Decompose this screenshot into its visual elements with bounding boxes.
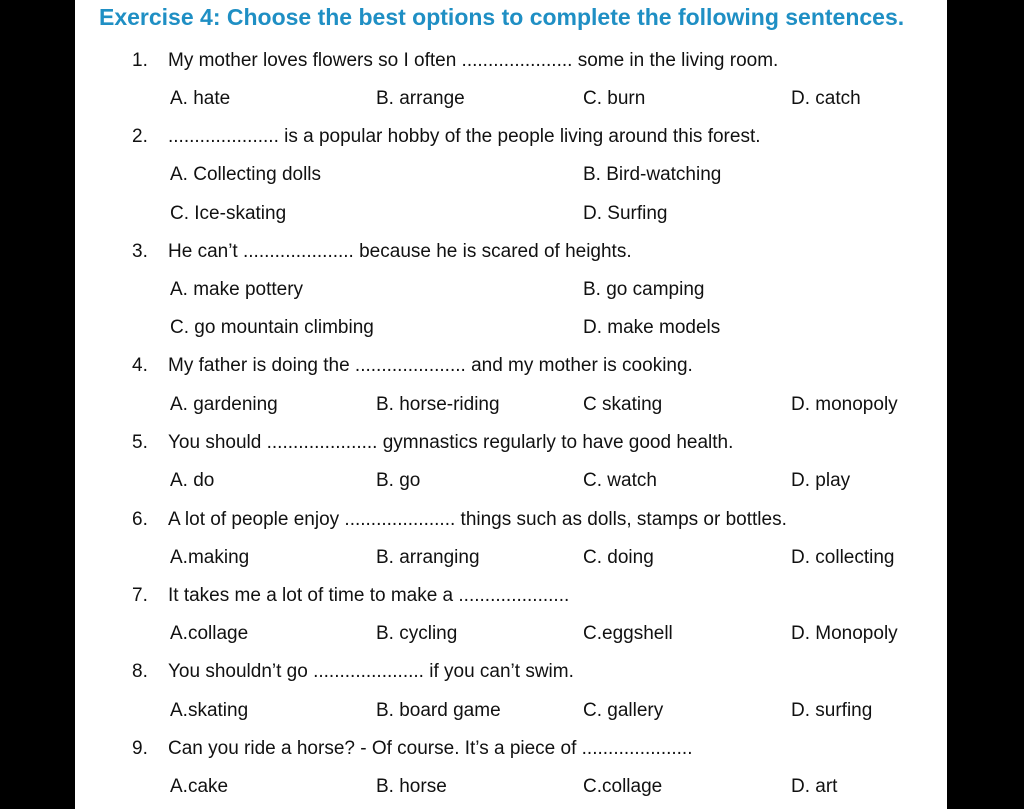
option-c[interactable]: C. burn [583, 88, 646, 109]
question-text: He can’t ..................... because he is scared of heights. [168, 241, 632, 262]
question-number: 2. [132, 126, 148, 147]
option-c[interactable]: C skating [583, 394, 663, 415]
option-a[interactable]: A.collage [170, 623, 249, 644]
option-d[interactable]: D. make models [583, 317, 721, 338]
option-c[interactable]: C. watch [583, 470, 657, 491]
option-d[interactable]: D. Monopoly [791, 623, 898, 644]
option-d[interactable]: D. catch [791, 88, 861, 109]
option-b[interactable]: B. board game [376, 700, 501, 721]
option-a[interactable]: A.cake [170, 776, 229, 797]
question-number: 7. [132, 585, 148, 606]
question-number: 4. [132, 355, 148, 376]
option-c[interactable]: C.eggshell [583, 623, 673, 644]
question-text: A lot of people enjoy ..................... things such as dolls, stamps or bottles. [168, 509, 787, 530]
option-c[interactable]: C.collage [583, 776, 663, 797]
question-text: ..................... is a popular hobby of the people living around this forest. [168, 126, 761, 147]
question-text: You should ..................... gymnastics regularly to have good health. [168, 432, 734, 453]
option-a[interactable]: A.making [170, 547, 250, 568]
option-a[interactable]: A. Collecting dolls [170, 164, 322, 185]
option-a[interactable]: A. gardening [170, 394, 278, 415]
option-a[interactable]: A. hate [170, 88, 231, 109]
option-d[interactable]: D. Surfing [583, 203, 668, 224]
option-b[interactable]: B. arrange [376, 88, 465, 109]
option-a[interactable]: A. make pottery [170, 279, 304, 300]
question-text: My father is doing the ..................... and my mother is cooking. [168, 355, 693, 376]
option-d[interactable]: D. monopoly [791, 394, 898, 415]
question-text: My mother loves flowers so I often ..................... some in the living room. [168, 50, 779, 71]
question-number: 6. [132, 509, 148, 530]
question-number: 3. [132, 241, 148, 262]
question-text: Can you ride a horse? - Of course. It’s a piece of ..................... [168, 738, 693, 759]
question-text: It takes me a lot of time to make a ..................... [168, 585, 570, 606]
option-c[interactable]: C. Ice-skating [170, 203, 287, 224]
option-c[interactable]: C. doing [583, 547, 654, 568]
option-b[interactable]: B. Bird-watching [583, 164, 722, 185]
option-a[interactable]: A. do [170, 470, 215, 491]
worksheet-page [75, 0, 947, 809]
exercise-title: Exercise 4: Choose the best options to complete the following sentences. [99, 4, 905, 30]
option-d[interactable]: D. play [791, 470, 851, 491]
option-b[interactable]: B. horse-riding [376, 394, 500, 415]
question-number: 9. [132, 738, 148, 759]
option-d[interactable]: D. surfing [791, 700, 873, 721]
option-b[interactable]: B. arranging [376, 547, 480, 568]
question-number: 1. [132, 50, 148, 71]
option-c[interactable]: C. go mountain climbing [170, 317, 374, 338]
option-d[interactable]: D. collecting [791, 547, 895, 568]
question-text: You shouldn’t go ..................... if you can’t swim. [168, 661, 574, 682]
option-b[interactable]: B. cycling [376, 623, 458, 644]
question-number: 5. [132, 432, 148, 453]
option-b[interactable]: B. go [376, 470, 421, 491]
option-b[interactable]: B. horse [376, 776, 447, 797]
question-number: 8. [132, 661, 148, 682]
option-c[interactable]: C. gallery [583, 700, 664, 721]
option-d[interactable]: D. art [791, 776, 838, 797]
option-a[interactable]: A.skating [170, 700, 249, 721]
option-b[interactable]: B. go camping [583, 279, 705, 300]
